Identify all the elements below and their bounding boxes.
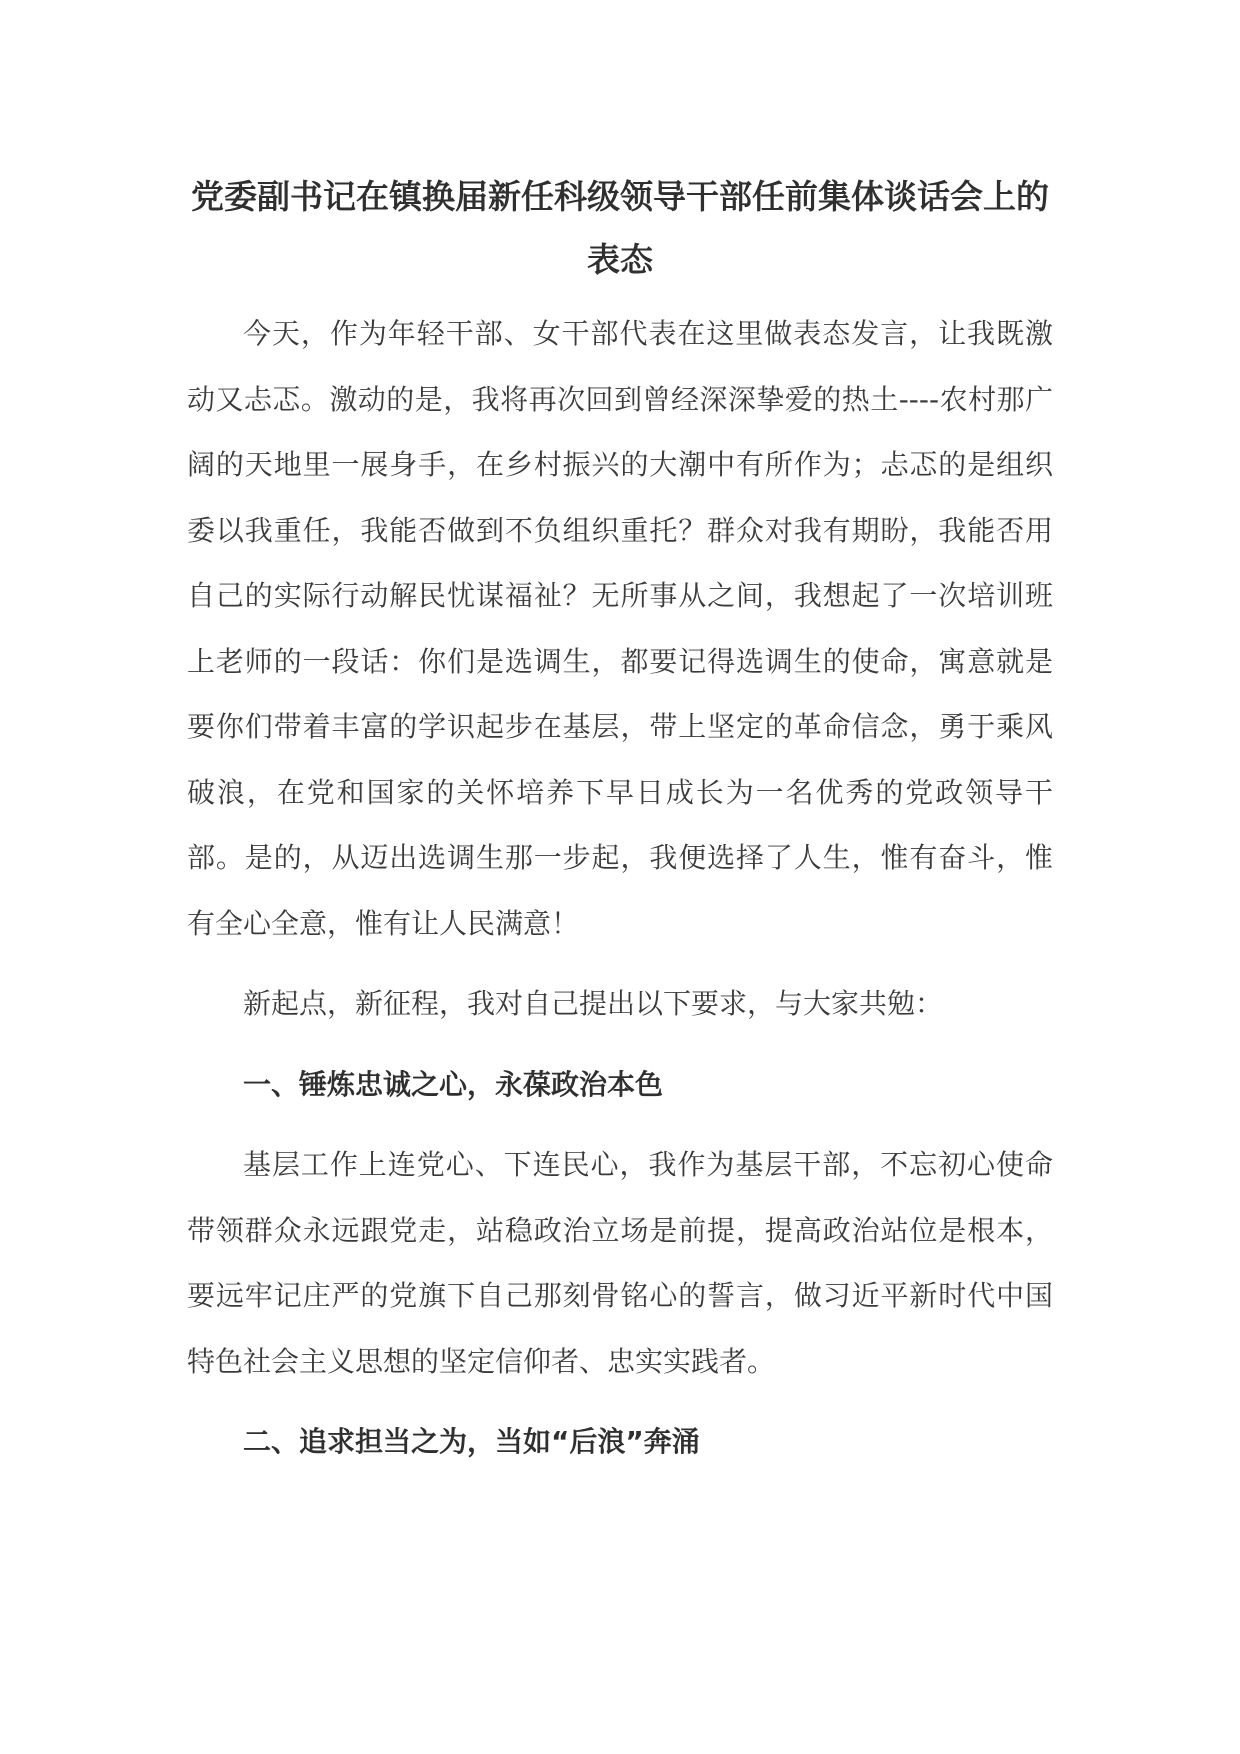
section-1-paragraph: 基层工作上连党心、下连民心，我作为基层干部，不忘初心使命带领群众永远跟党走，站稳政治立场是前提，提高政治站位是根本，要远牢记庄严的党旗下自己那刻骨铭心的誓言，做习近平新时代中国特色社会主义思想的坚定信仰者、忠实实践者。 [187,1148,1053,1378]
document-page [187,165,1053,1475]
paragraph-spacer [187,1394,1053,1409]
paragraph-spacer [187,1117,1053,1132]
document-title: 党委副书记在镇换届新任科级领导干部任前集体谈话会上的表态 [191,177,1049,279]
title-spacer [187,291,1053,301]
paragraph-spacer [187,956,1053,971]
intro-paragraph: 今天，作为年轻干部、女干部代表在这里做表态发言，让我既激动又忐忑。激动的是，我将再次回到曾经深深挚爱的热土----农村那广阔的天地里一展身手，在乡村振兴的大潮中有所作为；忐忑的是组织委以我重任，我能否做到不负组织重托？群众对我有期盼，我能否用自己的实际行动解民忧谋福祉？无所事从之间，我想起了一次培训班上老师的一段话：你们是选调生，都要记得选调生的使命，寓意就是要你们带着丰富的学识起步在基层，带上坚定的革命信念，勇于乘风破浪，在党和国家的关怀培养下早日成长为一名优秀的党政领导干部。是的，从迈出选调生那一步起，我便选择了人生，惟有奋斗，惟有全心全意，惟有让人民满意！ [187,317,1053,940]
paragraph-spacer [187,1037,1053,1052]
requirements-lead-paragraph: 新起点，新征程，我对自己提出以下要求，与大家共勉： [243,987,944,1020]
section-heading-2: 二、追求担当之为，当如“后浪”奔涌 [243,1425,700,1458]
section-heading-1: 一、锤炼忠诚之心，永葆政治本色 [243,1067,664,1101]
